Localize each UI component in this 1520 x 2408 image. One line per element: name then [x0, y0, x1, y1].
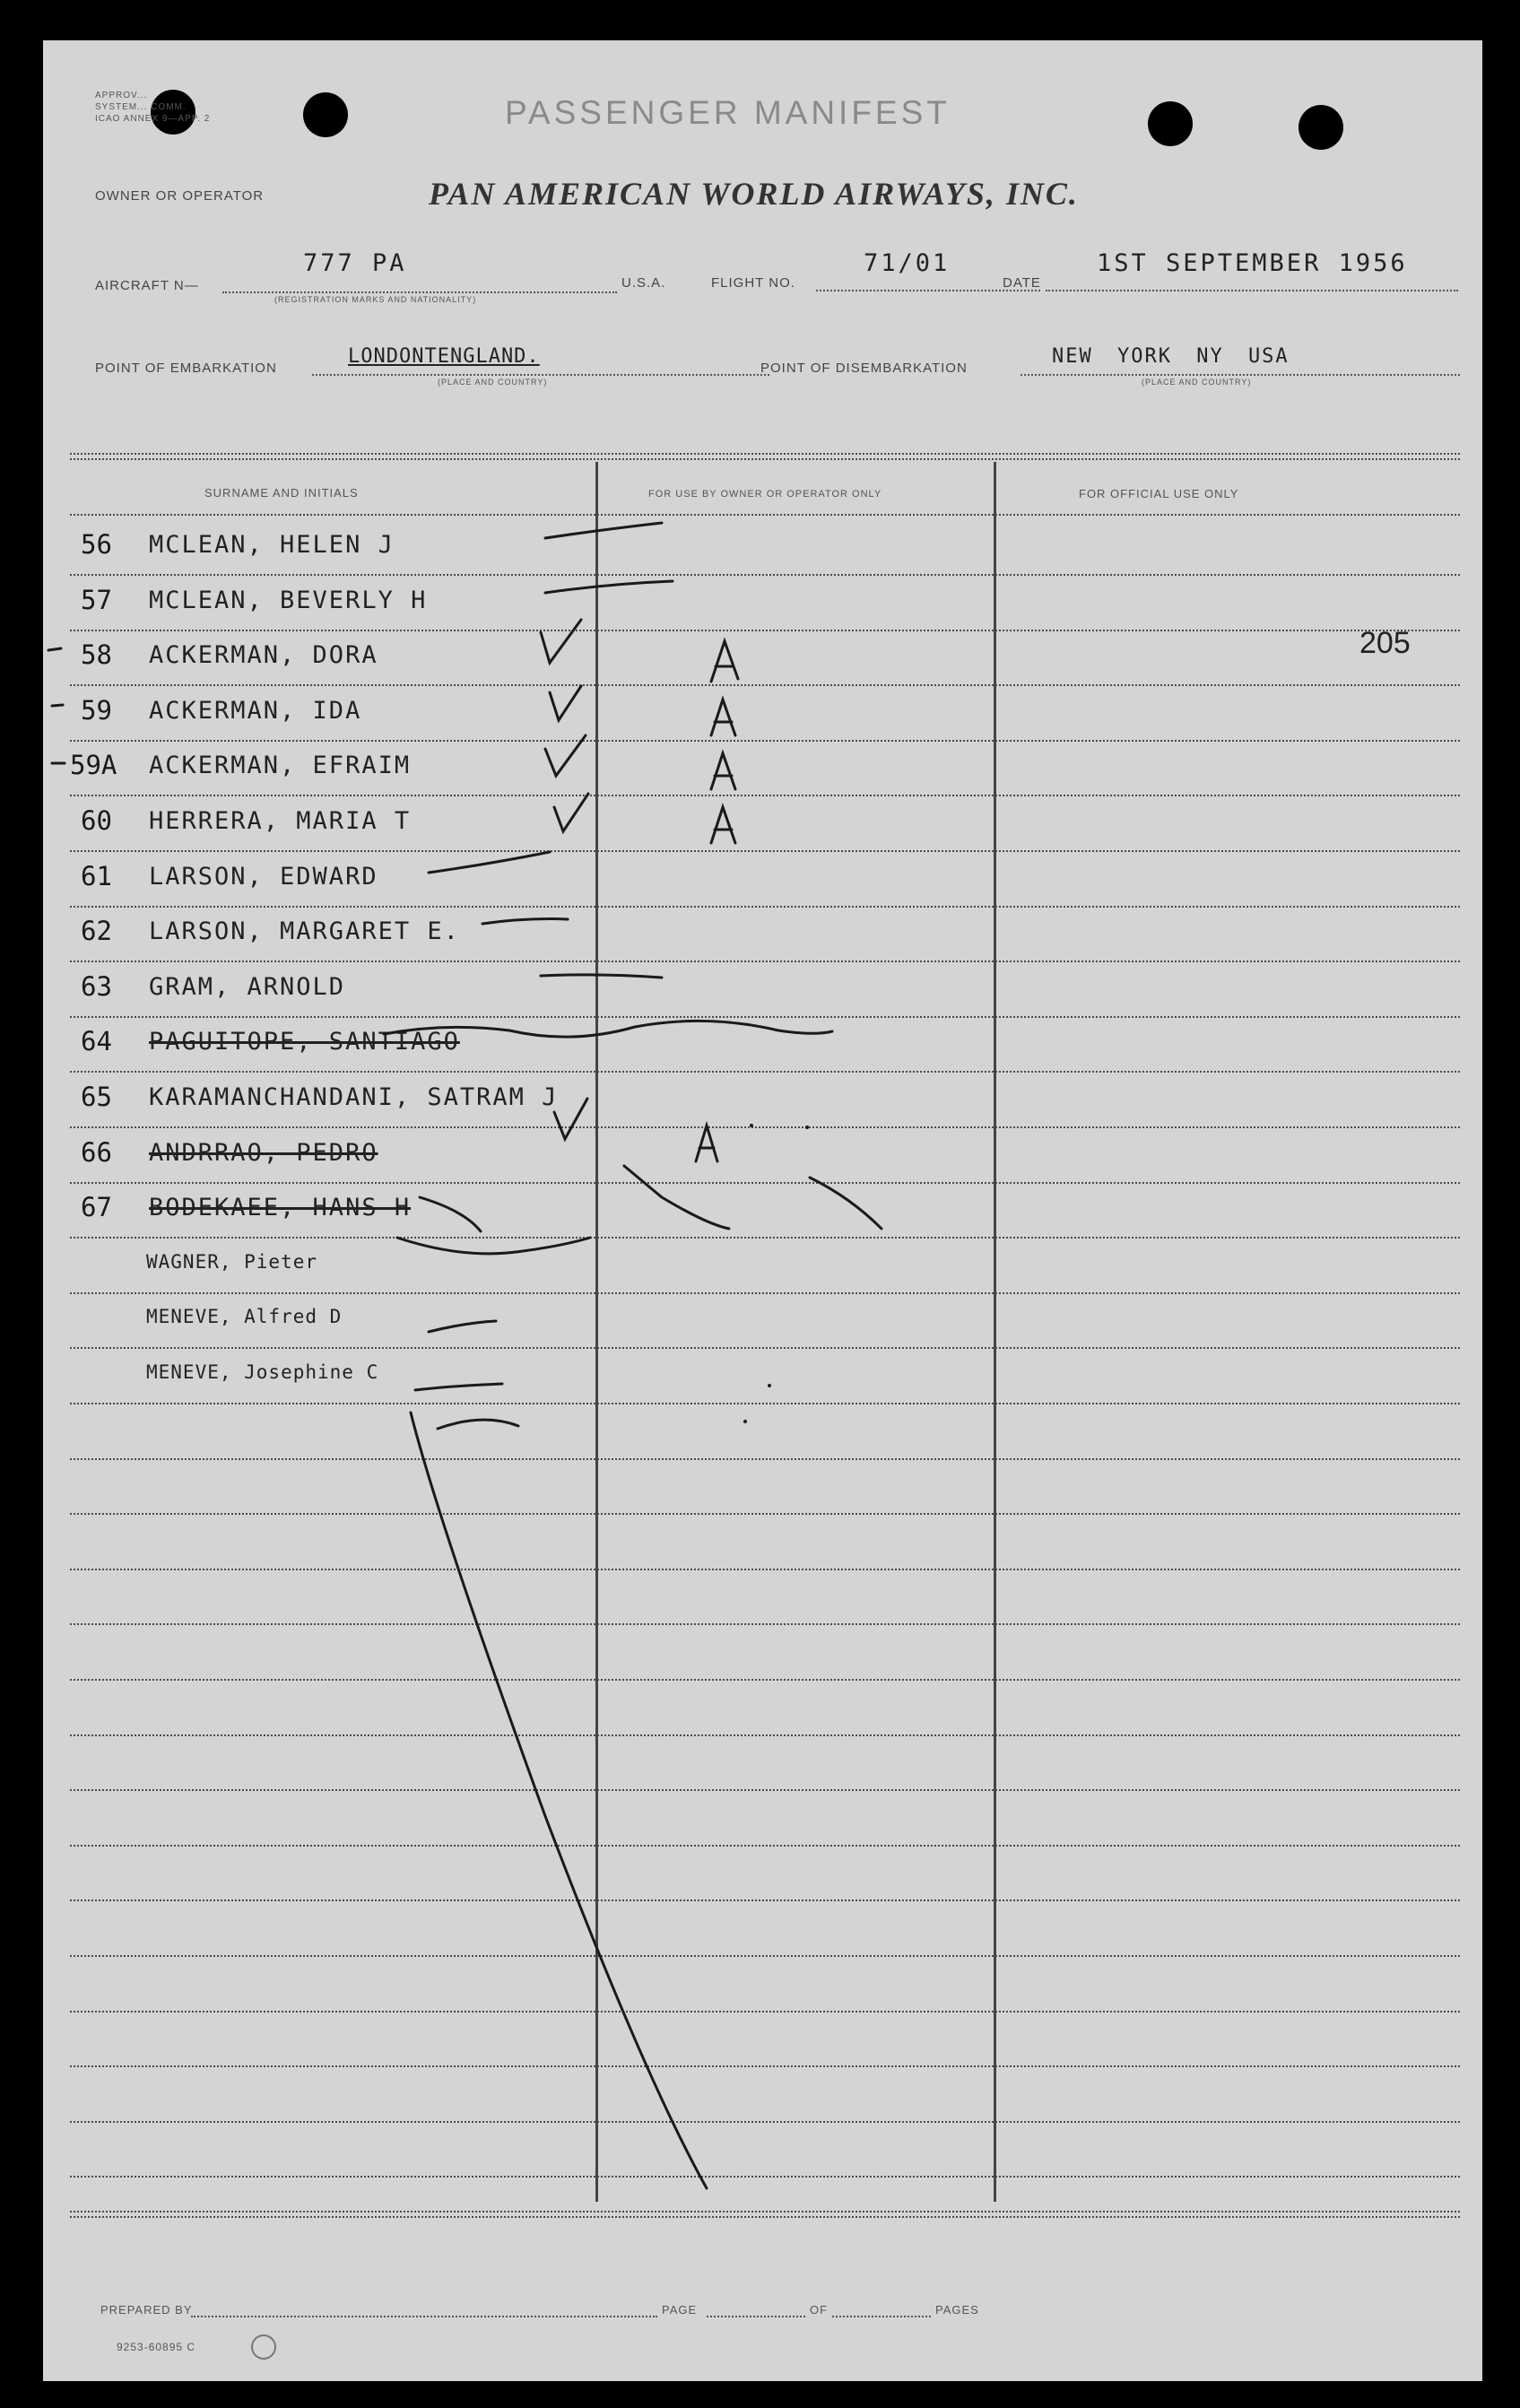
passenger-name: ACKERMAN, DORA: [149, 641, 378, 669]
official-use-number: 205: [1359, 626, 1411, 660]
passenger-number: 56: [81, 529, 112, 560]
passenger-number: 60: [81, 805, 112, 836]
passenger-name: ACKERMAN, EFRAIM: [149, 752, 412, 779]
passenger-name: BODEKAEE, HANS H: [149, 1194, 412, 1221]
handwritten-marks: [43, 40, 1482, 2381]
passenger-name: WAGNER, Pieter: [146, 1251, 318, 1273]
passenger-name: ANDRRAO, PEDRO: [149, 1139, 378, 1167]
pages-label: PAGES: [935, 2303, 979, 2317]
passenger-number: 64: [81, 1026, 112, 1056]
date-label: DATE: [1003, 275, 1041, 291]
aircraft-sub: (REGISTRATION MARKS AND NATIONALITY): [274, 295, 477, 304]
embarkation-value: LONDONTENGLAND.: [348, 345, 540, 368]
disembarkation-sub: (PLACE AND COUNTRY): [1142, 378, 1252, 387]
passenger-name: MCLEAN, BEVERLY H: [149, 587, 428, 614]
aircraft-value: 777 PA: [303, 249, 407, 277]
passenger-name: MENEVE, Alfred D: [146, 1306, 343, 1327]
passenger-number: 57: [81, 585, 112, 615]
approval-stamp-line: ICAO ANNEX 9—APP. 2: [95, 114, 211, 124]
approval-stamp-line: APPROV...: [95, 91, 148, 100]
flight-value: 71/01: [864, 249, 951, 277]
passenger-name: PAGUITOPE, SANTIAGO: [149, 1028, 460, 1056]
of-label: OF: [810, 2303, 829, 2317]
column-header-official: FOR OFFICIAL USE ONLY: [1079, 487, 1239, 500]
page-label: PAGE: [662, 2303, 698, 2317]
passenger-number: 63: [81, 971, 112, 1002]
passenger-number: 66: [81, 1137, 112, 1168]
prepared-by-label: PREPARED BY: [100, 2303, 193, 2317]
aircraft-label: AIRCRAFT N—: [95, 278, 199, 293]
passenger-number: 59A: [70, 750, 117, 780]
passenger-name: MCLEAN, HELEN J: [149, 531, 395, 559]
embarkation-sub: (PLACE AND COUNTRY): [438, 378, 548, 387]
passenger-name: LARSON, MARGARET E.: [149, 917, 460, 945]
embarkation-label: POINT OF EMBARKATION: [95, 361, 277, 376]
disembarkation-label: POINT OF DISEMBARKATION: [760, 361, 968, 376]
passenger-number: 65: [81, 1082, 112, 1112]
passenger-name: LARSON, EDWARD: [149, 863, 378, 891]
approval-stamp-line: SYSTEM... COMM.: [95, 102, 187, 112]
passenger-name: KARAMANCHANDANI, SATRAM J: [149, 1083, 559, 1111]
passenger-name: ACKERMAN, IDA: [149, 697, 362, 725]
passenger-number: 59: [81, 695, 112, 726]
passenger-number: 62: [81, 916, 112, 946]
passenger-name: GRAM, ARNOLD: [149, 973, 346, 1001]
column-header-surname: SURNAME AND INITIALS: [204, 486, 359, 500]
passenger-number: 61: [81, 861, 112, 891]
manifest-page: [43, 40, 1482, 2381]
owner-label: OWNER OR OPERATOR: [95, 188, 265, 204]
passenger-name: MENEVE, Josephine C: [146, 1361, 379, 1383]
flight-label: FLIGHT NO.: [711, 275, 795, 291]
passenger-number: 58: [81, 639, 112, 670]
document-title: PASSENGER MANIFEST: [505, 94, 951, 131]
passenger-number: 67: [81, 1192, 112, 1222]
date-value: 1ST SEPTEMBER 1956: [1097, 249, 1408, 277]
union-label-icon: [251, 2334, 276, 2360]
owner-value: PAN AMERICAN WORLD AIRWAYS, INC.: [429, 176, 1079, 212]
usa-label: U.S.A.: [621, 275, 666, 291]
form-number: 9253-60895 C: [117, 2341, 196, 2353]
passenger-name: HERRERA, MARIA T: [149, 807, 412, 835]
column-header-operator: FOR USE BY OWNER OR OPERATOR ONLY: [648, 489, 882, 500]
disembarkation-value: NEW YORK NY USA: [1052, 345, 1290, 368]
